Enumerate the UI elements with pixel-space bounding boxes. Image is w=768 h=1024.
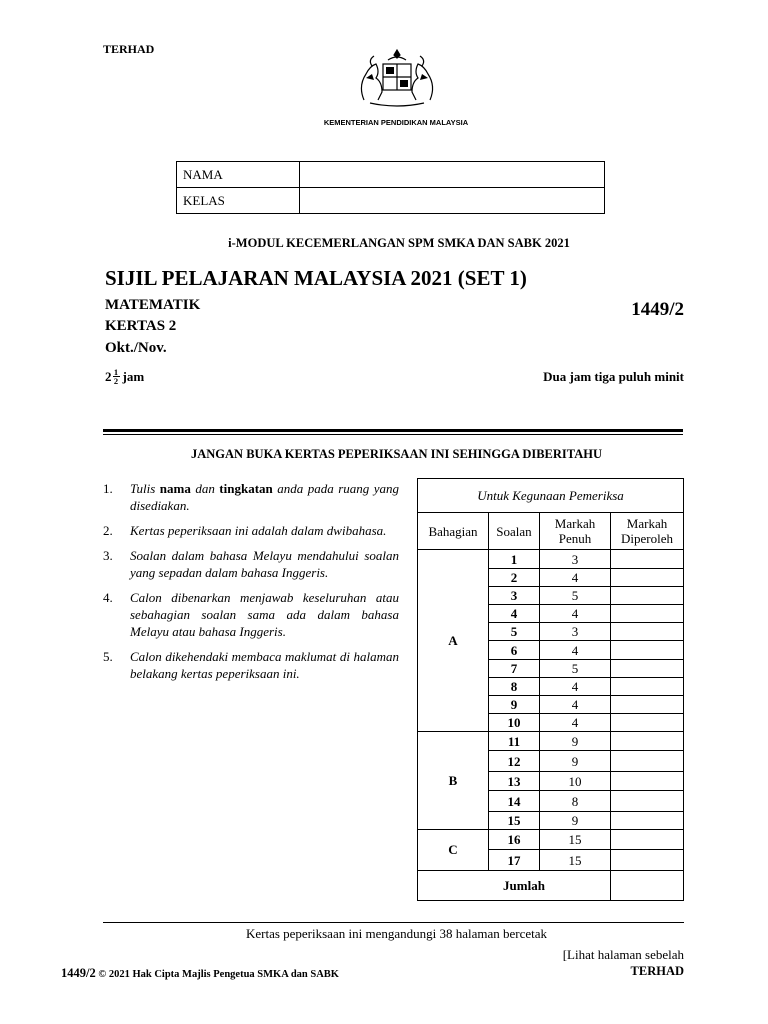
instruction-number: 2. bbox=[103, 523, 113, 538]
full-marks: 4 bbox=[540, 696, 611, 714]
examiner-marks-table bbox=[417, 478, 684, 901]
full-marks: 9 bbox=[540, 751, 611, 772]
turn-page-note: [Lihat halaman sebelah bbox=[562, 947, 684, 962]
total-label: Jumlah bbox=[418, 871, 611, 901]
total-obtained-cell[interactable] bbox=[611, 871, 684, 901]
copyright-line bbox=[61, 966, 339, 981]
full-marks: 5 bbox=[540, 587, 611, 605]
footer-code: 1449/2 bbox=[61, 966, 96, 980]
question-number: 10 bbox=[489, 714, 540, 732]
question-number: 16 bbox=[489, 830, 540, 850]
question-number: 12 bbox=[489, 751, 540, 772]
candidate-info-table bbox=[176, 161, 605, 214]
full-marks: 5 bbox=[540, 660, 611, 678]
marks-obtained-cell[interactable] bbox=[611, 714, 684, 732]
marks-obtained-cell[interactable] bbox=[611, 812, 684, 830]
footer-divider bbox=[103, 922, 684, 923]
page-count-note: Kertas peperiksaan ini mengandungi 38 halaman bercetak bbox=[245, 926, 548, 941]
marks-obtained-cell[interactable] bbox=[611, 830, 684, 850]
marks-obtained-cell[interactable] bbox=[611, 641, 684, 660]
class-label: KELAS bbox=[177, 188, 300, 214]
instruction-item bbox=[103, 589, 399, 640]
instruction-text: Kertas peperiksaan ini adalah dalam dwibahasa. bbox=[130, 523, 387, 538]
marks-obtained-cell[interactable] bbox=[611, 696, 684, 714]
module-title: i-MODUL KECEMERLANGAN SPM SMKA DAN SABK 2021 bbox=[228, 236, 570, 250]
full-marks: 15 bbox=[540, 830, 611, 850]
question-number: 8 bbox=[489, 678, 540, 696]
marks-obtained-cell[interactable] bbox=[611, 550, 684, 569]
instruction-item bbox=[103, 480, 399, 514]
full-marks: 4 bbox=[540, 605, 611, 623]
marks-obtained-cell[interactable] bbox=[611, 791, 684, 812]
paper-number: KERTAS 2 bbox=[105, 318, 177, 334]
col-header-section: Bahagian bbox=[418, 513, 489, 550]
section-label: B bbox=[418, 732, 489, 830]
subject-name: MATEMATIK bbox=[105, 297, 201, 313]
marks-table-title: Untuk Kegunaan Pemeriksa bbox=[418, 479, 684, 513]
marks-obtained-cell[interactable] bbox=[611, 587, 684, 605]
exam-title: SIJIL PELAJARAN MALAYSIA 2021 (SET 1) bbox=[105, 266, 527, 290]
copyright-text: © 2021 Hak Cipta Majlis Pengetua SMKA dan SABK bbox=[98, 969, 339, 980]
marks-obtained-cell[interactable] bbox=[611, 732, 684, 751]
marks-obtained-cell[interactable] bbox=[611, 660, 684, 678]
full-marks: 15 bbox=[540, 850, 611, 871]
marks-obtained-cell[interactable] bbox=[611, 569, 684, 587]
question-number: 9 bbox=[489, 696, 540, 714]
divider-thick bbox=[103, 429, 683, 432]
question-number: 3 bbox=[489, 587, 540, 605]
full-marks: 10 bbox=[540, 772, 611, 791]
question-number: 11 bbox=[489, 732, 540, 751]
full-marks: 4 bbox=[540, 641, 611, 660]
full-marks: 3 bbox=[540, 623, 611, 641]
instruction-item bbox=[103, 547, 399, 581]
marks-obtained-cell[interactable] bbox=[611, 751, 684, 772]
question-number: 1 bbox=[489, 550, 540, 569]
instruction-text: Calon dibenarkan menjawab keseluruhan atau sebahagian soalan sama ada dalam bahasa Melayu atau bahasa Inggeris. bbox=[130, 590, 399, 639]
duration-hours bbox=[105, 368, 144, 385]
duration-whole: 2 bbox=[105, 368, 112, 384]
question-number: 14 bbox=[489, 791, 540, 812]
fraction-numerator: 1 bbox=[113, 367, 119, 377]
section-label: C bbox=[418, 830, 489, 871]
full-marks: 9 bbox=[540, 812, 611, 830]
question-number: 13 bbox=[489, 772, 540, 791]
instruction-item bbox=[103, 648, 399, 682]
instruction-number: 3. bbox=[103, 548, 113, 563]
col-header-full-marks: Markah Penuh bbox=[540, 513, 611, 550]
divider-thin bbox=[103, 434, 683, 435]
fraction-denominator: 2 bbox=[113, 376, 119, 386]
marks-obtained-cell[interactable] bbox=[611, 850, 684, 871]
duration-unit: jam bbox=[122, 368, 145, 384]
full-marks: 4 bbox=[540, 569, 611, 587]
full-marks: 8 bbox=[540, 791, 611, 812]
duration-fraction bbox=[113, 368, 120, 385]
name-label: NAMA bbox=[177, 162, 300, 188]
instruction-text: Calon dikehendaki membaca maklumat di halaman belakang kertas peperiksaan ini. bbox=[130, 649, 399, 681]
marks-row bbox=[418, 732, 684, 751]
marks-row bbox=[418, 830, 684, 850]
warning-notice: JANGAN BUKA KERTAS PEPERIKSAAN INI SEHINGGA DIBERITAHU bbox=[191, 447, 602, 461]
marks-row bbox=[418, 550, 684, 569]
question-number: 6 bbox=[489, 641, 540, 660]
classification-footer: TERHAD bbox=[630, 964, 684, 978]
marks-obtained-cell[interactable] bbox=[611, 678, 684, 696]
question-number: 2 bbox=[489, 569, 540, 587]
question-number: 7 bbox=[489, 660, 540, 678]
instruction-text: Soalan dalam bahasa Melayu mendahului soalan yang sepadan dalam bahasa Inggeris. bbox=[130, 548, 399, 580]
instruction-item bbox=[103, 522, 399, 539]
instruction-text: Tulis nama dan tingkatan anda pada ruang yang disediakan. bbox=[130, 481, 399, 513]
exam-session: Okt./Nov. bbox=[105, 340, 167, 356]
marks-obtained-cell[interactable] bbox=[611, 772, 684, 791]
full-marks: 4 bbox=[540, 714, 611, 732]
question-number: 4 bbox=[489, 605, 540, 623]
instructions-list bbox=[103, 480, 399, 690]
ministry-name: KEMENTERIAN PENDIDIKAN MALAYSIA bbox=[323, 118, 469, 127]
instruction-number: 1. bbox=[103, 481, 113, 496]
paper-code: 1449/2 bbox=[631, 299, 684, 320]
coat-of-arms-icon bbox=[350, 48, 444, 110]
classification-header: TERHAD bbox=[103, 42, 155, 56]
question-number: 15 bbox=[489, 812, 540, 830]
full-marks: 4 bbox=[540, 678, 611, 696]
marks-obtained-cell[interactable] bbox=[611, 623, 684, 641]
instruction-number: 4. bbox=[103, 590, 113, 605]
duration-words: Dua jam tiga puluh minit bbox=[543, 369, 684, 384]
instruction-number: 5. bbox=[103, 649, 113, 664]
marks-obtained-cell[interactable] bbox=[611, 605, 684, 623]
full-marks: 9 bbox=[540, 732, 611, 751]
full-marks: 3 bbox=[540, 550, 611, 569]
section-label: A bbox=[418, 550, 489, 732]
name-field[interactable] bbox=[300, 162, 605, 188]
question-number: 5 bbox=[489, 623, 540, 641]
col-header-question: Soalan bbox=[489, 513, 540, 550]
col-header-marks-obtained: Markah Diperoleh bbox=[611, 513, 684, 550]
question-number: 17 bbox=[489, 850, 540, 871]
class-field[interactable] bbox=[300, 188, 605, 214]
total-row bbox=[418, 871, 684, 901]
